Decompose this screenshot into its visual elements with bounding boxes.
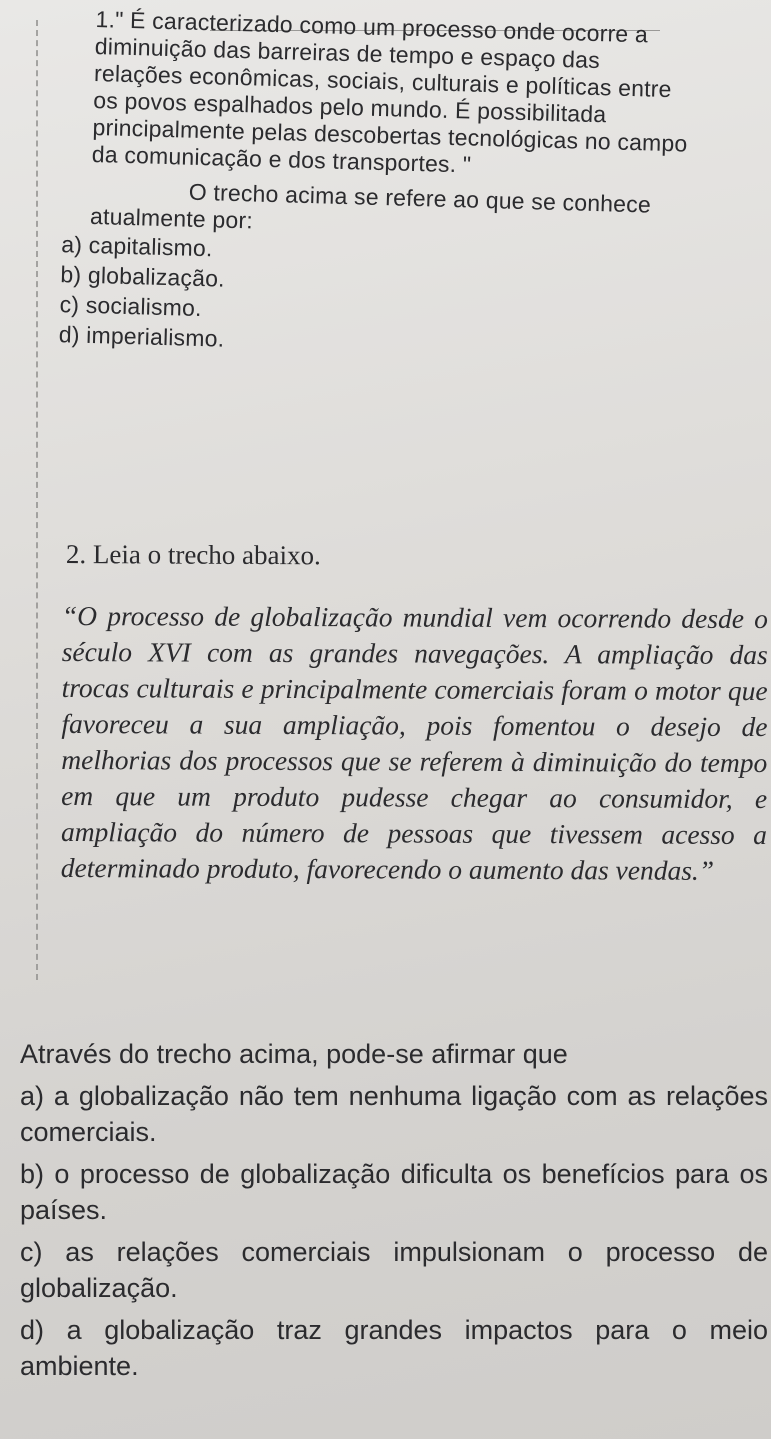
question-2-body bbox=[20, 1036, 768, 1384]
question-1-option-a: a) capitalismo. bbox=[60, 231, 213, 262]
question-1-option-d: d) imperialismo. bbox=[58, 321, 225, 352]
question-2-prompt: Através do trecho acima, pode-se afirmar que bbox=[20, 1039, 568, 1069]
question-1-option-b: b) globalização. bbox=[60, 261, 226, 292]
question-2-option-a: a) a globalização não tem nenhuma ligação com as relações comerciais. bbox=[20, 1081, 768, 1147]
question-1-stem: 1." É caracterizado como um processo onde ocorre a diminuição das barreiras de tempo e espaço das relações econômicas, sociais, culturais e políticas entre os povos espalhados pelo mundo. É possibilitada principalmente pelas descobertas tecnológicas no campo da comunicação e dos transportes. " bbox=[91, 6, 688, 178]
question-2-option-b: b) o processo de globalização dificulta os benefícios para os países. bbox=[20, 1159, 768, 1225]
question-2-title: 2. Leia o trecho abaixo. bbox=[65, 539, 321, 571]
question-1-options bbox=[58, 231, 689, 365]
question-1-option-c: c) socialismo. bbox=[59, 291, 203, 322]
question-1 bbox=[58, 6, 695, 369]
margin-dashed-line bbox=[36, 20, 38, 980]
question-2-option-c: c) as relações comerciais impulsionam o processo de globalização. bbox=[20, 1237, 768, 1303]
question-1-prompt: O trecho acima se refere ao que se conhece atualmente por: bbox=[89, 178, 652, 234]
question-2-quote: “O processo de globalização mundial vem ocorrendo desde o século XVI com as grandes navegações. A ampliação das trocas culturais e principalmente comerciais foram o motor que favoreceu a sua ampliação, pois fomentou o desejo de melhorias dos processos que se referem à diminuição do tempo em que um produto pudesse chegar ao consumidor, e ampliação do número de pessoas que tivessem acesso a determinado produto, favorecendo o aumento das vendas.” bbox=[60, 600, 768, 886]
question-2-option-d: d) a globalização traz grandes impactos para o meio ambiente. bbox=[20, 1315, 768, 1381]
